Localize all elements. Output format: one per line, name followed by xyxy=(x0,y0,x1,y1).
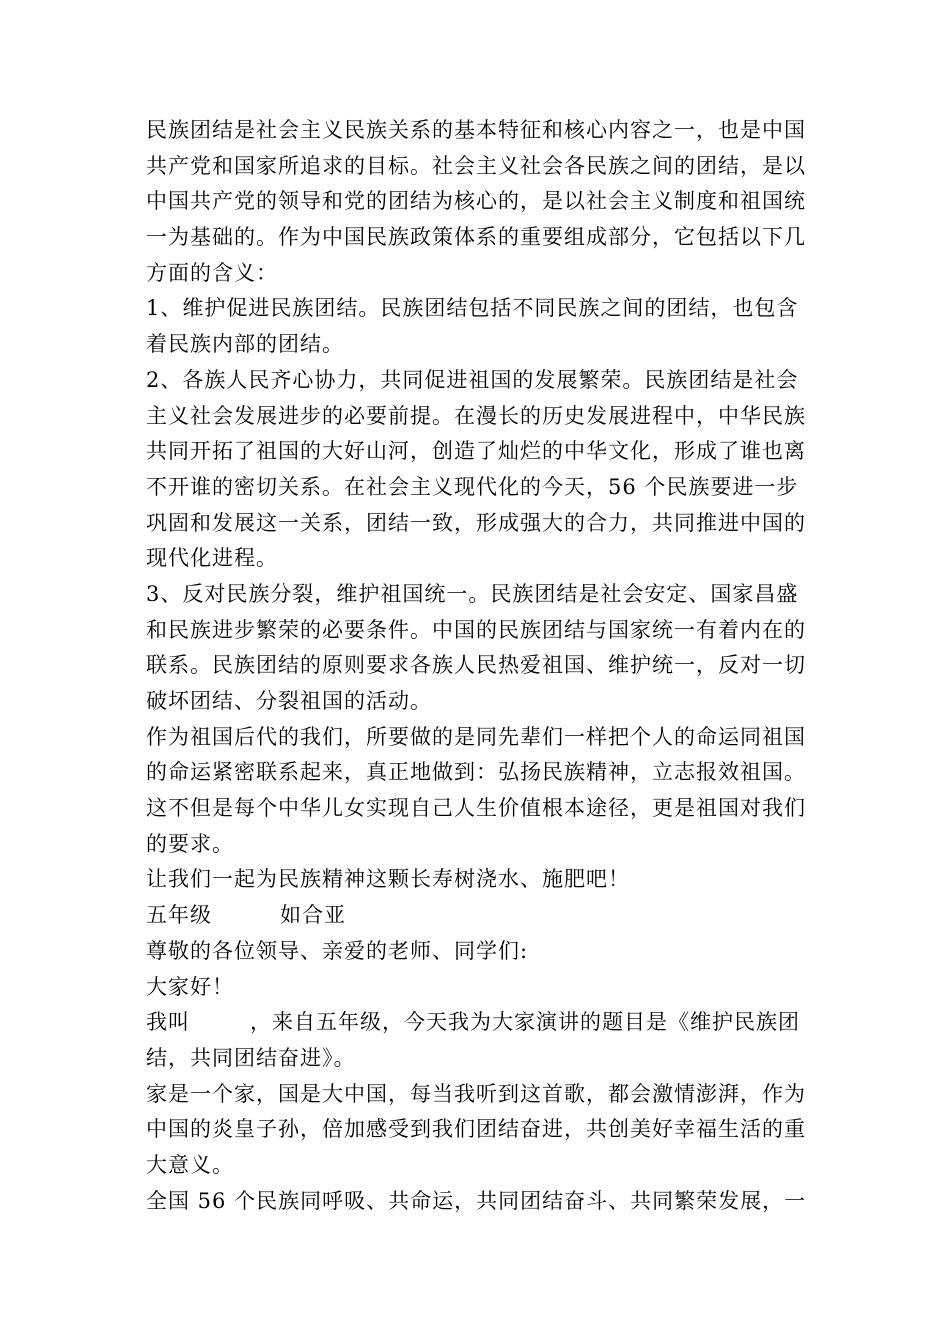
text-line: 主义社会发展进步的必要前提。在漫长的历史发展进程中，中华民族 xyxy=(146,403,806,428)
document-text xyxy=(146,113,816,1219)
text-line: 全国 56 个民族同呼吸、共命运，共同团结奋斗、共同繁荣发展，一 xyxy=(146,1188,807,1213)
text-line: 巩固和发展这一关系，团结一致，形成强大的合力，共同推进中国的 xyxy=(146,510,806,535)
text-line: 方面的含义： xyxy=(146,260,278,285)
text-line: 这不但是每个中华儿女实现自己人生价值根本途径，更是祖国对我们 xyxy=(146,796,806,821)
text-line: 共同开拓了祖国的大好山河，创造了灿烂的中华文化，形成了谁也离 xyxy=(146,439,806,464)
text-line: 中国的炎皇子孙，倍加感受到我们团结奋进，共创美好幸福生活的重 xyxy=(146,1117,806,1142)
signature-name: 如合亚 xyxy=(280,903,346,928)
text-line: 结，共同团结奋进》。 xyxy=(146,1045,356,1070)
text-line: 作为祖国后代的我们，所要做的是同先辈们一样把个人的命运同祖国 xyxy=(146,724,806,749)
text-line: 大意义。 xyxy=(146,1152,234,1177)
text-line: 的命运紧密联系起来，真正地做到：弘扬民族精神，立志报效祖国。 xyxy=(146,760,806,785)
greeting-line: 大家好！ xyxy=(146,974,234,999)
text-line: 的要求。 xyxy=(146,831,234,856)
text-line: 2、各族人民齐心协力，共同促进祖国的发展繁荣。民族团结是社会 xyxy=(146,367,799,392)
text-line: 不开谁的密切关系。在社会主义现代化的今天，56 个民族要进一步 xyxy=(146,474,799,499)
signature-line xyxy=(146,898,816,934)
text-line: 1、维护促进民族团结。民族团结包括不同民族之间的团结，也包含 xyxy=(146,296,799,321)
text-line: 家是一个家，国是大中国，每当我听到这首歌，都会激情澎湃，作为 xyxy=(146,1081,806,1106)
intro-line xyxy=(146,1005,816,1041)
salutation-line: 尊敬的各位领导、亲爱的老师、同学们: xyxy=(146,938,529,963)
text-line: 民族团结是社会主义民族关系的基本特征和核心内容之一，也是中国 xyxy=(146,118,806,142)
intro-rest: ，来自五年级，今天我为大家演讲的题目是《维护民族团 xyxy=(250,1010,800,1035)
text-line: 和民族进步繁荣的必要条件。中国的民族团结与国家统一有着内在的 xyxy=(146,617,806,642)
text-line: 3、反对民族分裂，维护祖国统一。民族团结是社会安定、国家昌盛 xyxy=(146,581,799,606)
text-line: 破坏团结、分裂祖国的活动。 xyxy=(146,689,432,713)
text-line: 一为基础的。作为中国民族政策体系的重要组成部分，它包括以下几 xyxy=(146,225,806,250)
intro-start: 我叫 xyxy=(146,1010,190,1035)
text-line: 着民族内部的团结。 xyxy=(146,332,344,357)
text-line: 让我们一起为民族精神这颗长寿树浇水、施肥吧！ xyxy=(146,867,630,892)
text-line: 中国共产党的领导和党的团结为核心的，是以社会主义制度和祖国统 xyxy=(146,189,806,214)
text-line: 现代化进程。 xyxy=(146,546,278,571)
text-line: 共产党和国家所追求的目标。社会主义社会各民族之间的团结，是以 xyxy=(146,153,806,178)
signature-grade: 五年级 xyxy=(146,903,212,928)
text-line: 联系。民族团结的原则要求各族人民热爱祖国、维护统一，反对一切 xyxy=(146,653,806,678)
